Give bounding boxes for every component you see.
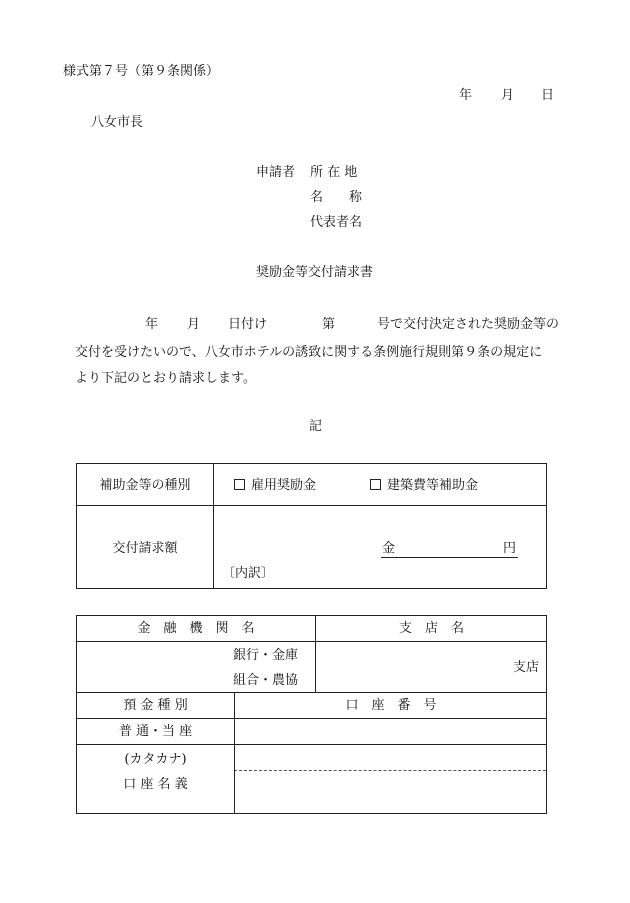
deposit-type-header: 預 金 種 別 — [123, 698, 188, 713]
amount-field[interactable] — [381, 542, 518, 558]
addressee: 八女市長 — [91, 115, 144, 130]
amount-prefix: 金 — [382, 541, 396, 556]
body-line-2: 交付を受けたいので、八女市ホテルの誘致に関する条例施行規則第９条の規定に — [75, 345, 543, 360]
option-employment-label: 雇用奨励金 — [251, 478, 317, 493]
deposit-type-value: 普 通・当 座 — [118, 724, 193, 739]
account-number-field[interactable] — [235, 719, 548, 744]
subsidy-table — [76, 463, 547, 589]
bank-name-header: 金 融 機 関 名 — [137, 621, 255, 636]
request-date — [0, 89, 630, 103]
bank-account-table — [76, 615, 547, 814]
body-month: 月 — [187, 317, 201, 332]
amount-suffix: 円 — [502, 541, 516, 556]
account-number-header: 口 座 番 号 — [345, 698, 437, 713]
date-year-label: 年 — [459, 88, 473, 103]
branch-name-header: 支 店 名 — [398, 621, 464, 636]
body-line-3: より下記のとおり請求します。 — [75, 371, 256, 386]
account-holder-label: 口 座 名 義 — [123, 777, 188, 792]
date-day-label: 日 — [541, 88, 555, 103]
breakdown-label: 〔内訳〕 — [222, 566, 275, 581]
ki-heading: 記 — [309, 419, 323, 434]
applicant-label: 申請者 — [256, 165, 296, 180]
address-label: 所 在 地 — [310, 165, 358, 180]
body-year: 年 — [145, 317, 159, 332]
body-rest: 号で交付決定された奨励金等の — [377, 317, 560, 332]
form-number: 様式第７号（第９条関係） — [63, 64, 220, 79]
request-amount-label: 交付請求額 — [112, 541, 178, 556]
body-dated: 日付け — [228, 317, 268, 332]
name-label: 名 称 — [310, 190, 363, 205]
option-construction-label: 建築費等補助金 — [387, 478, 479, 493]
option-employment[interactable] — [234, 479, 316, 492]
body-number-prefix: 第 — [322, 317, 336, 332]
date-month-label: 月 — [501, 88, 515, 103]
checkbox-icon[interactable] — [234, 479, 245, 490]
document-title: 奨励金等交付請求書 — [256, 265, 374, 280]
body-line-1 — [0, 318, 630, 332]
subsidy-type-label: 補助金等の種別 — [99, 478, 191, 493]
account-holder-field[interactable] — [235, 771, 548, 813]
katakana-label: (カタカナ) — [124, 752, 187, 767]
branch-suffix: 支店 — [513, 660, 540, 675]
checkbox-icon[interactable] — [370, 479, 381, 490]
account-holder-kana-field[interactable] — [235, 745, 548, 770]
bank-type-2: 組合・農協 — [233, 673, 299, 688]
option-construction[interactable] — [370, 479, 478, 492]
bank-type-1: 銀行・金庫 — [233, 648, 299, 663]
representative-label: 代表者名 — [310, 215, 363, 230]
